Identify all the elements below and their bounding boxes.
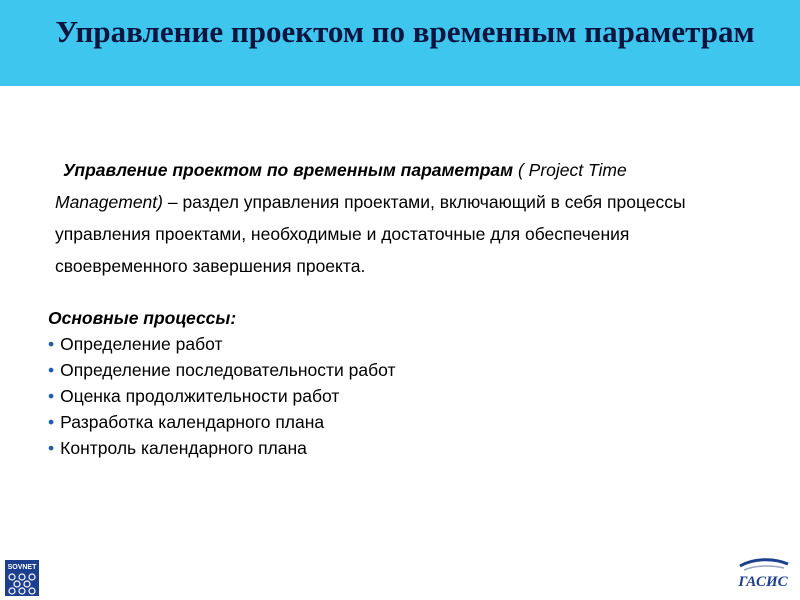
- bullet-icon: •: [48, 438, 55, 458]
- bullet-icon: •: [48, 412, 55, 432]
- list-item: • Разработка календарного плана: [48, 412, 325, 432]
- list-item: • Контроль календарного плана: [48, 438, 307, 458]
- list-item: • Определение работ: [48, 334, 223, 354]
- definition-paragraph: [55, 154, 735, 282]
- gasis-logo-text: ГАСИС: [738, 574, 788, 590]
- bullet-icon: •: [48, 386, 55, 406]
- processes-list: [48, 331, 748, 461]
- bullet-icon: •: [48, 334, 55, 354]
- definition-text: – раздел управления проектами, включающий в себя процессы управления проектами, необходимые и достаточные для обеспечения своевременного завершения проекта.: [55, 192, 686, 276]
- definition-english-term: ( Project Time Management): [55, 160, 627, 212]
- sovnet-logo-text: SOVNET: [7, 564, 37, 571]
- list-item: • Оценка продолжительности работ: [48, 386, 340, 406]
- processes-block: [48, 305, 748, 461]
- bullet-icon: •: [48, 360, 55, 380]
- list-item: • Определение последовательности работ: [48, 360, 396, 380]
- gasis-logo: [734, 556, 792, 592]
- sovnet-logo: [5, 560, 39, 596]
- slide-title: Управление проектом по временным параметрам: [55, 14, 755, 49]
- processes-heading: Основные процессы:: [48, 308, 237, 328]
- definition-term: Управление проектом по временным параметрам: [63, 160, 514, 180]
